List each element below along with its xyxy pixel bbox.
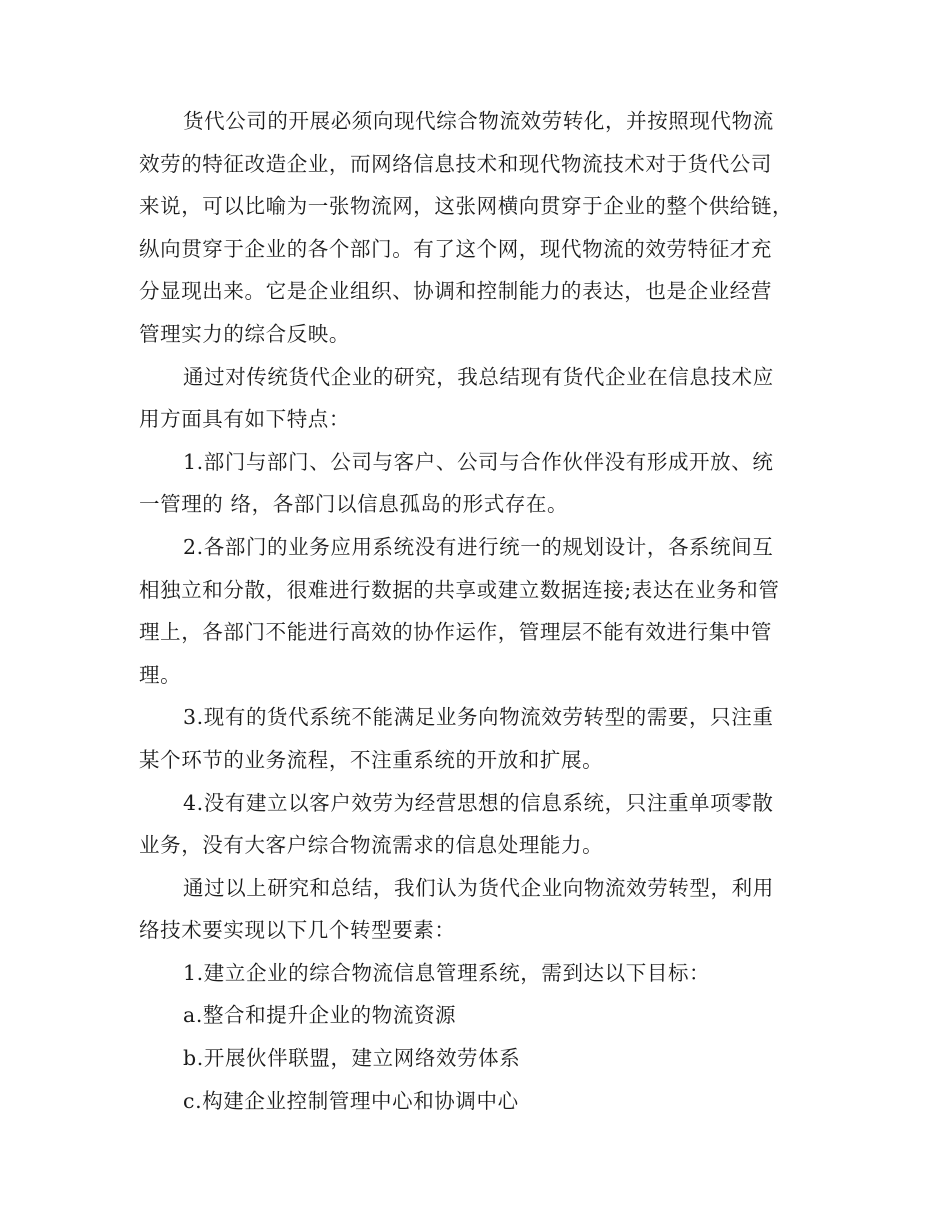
sub-list-item-line: a.整合和提升企业的物流资源 [183, 1003, 457, 1028]
text-line: 货代公司的开展必须向现代综合物流效劳转化，并按照现代物流 [183, 109, 774, 133]
text-line: 纵向贯穿于企业的各个部门。有了这个网，现代物流的效劳特征才充 [139, 236, 772, 261]
list-item-line: 1.部门与部门、公司与客户、公司与合作伙伴没有形成开放、统 [183, 449, 774, 474]
text-line: 一管理的 络，各部门以信息孤岛的形式存在。 [139, 492, 569, 517]
text-line: 业务，没有大客户综合物流需求的信息处理能力。 [139, 833, 604, 858]
text-line: 管理实力的综合反映。 [139, 321, 350, 346]
text-line: 理。 [139, 662, 182, 687]
text-line: 效劳的特征改造企业，而网络信息技术和现代物流技术对于货代公司 [139, 151, 772, 176]
text-line: 相独立和分散，很难进行数据的共享或建立数据连接;表达在业务和管 [139, 577, 780, 602]
list-item-line: 2.各部门的业务应用系统没有进行统一的规划设计，各系统间互 [183, 534, 774, 559]
list-item-line: 1.建立企业的综合物流信息管理系统，需到达以下目标： [183, 960, 711, 985]
list-item-line: 3.现有的货代系统不能满足业务向物流效劳转型的需要，只注重 [183, 705, 774, 730]
document-body [139, 100, 839, 1122]
text-line: 某个环节的业务流程，不注重系统的开放和扩展。 [139, 747, 604, 772]
list-item-line: 4.没有建立以客户效劳为经营思想的信息系统，只注重单项零散 [183, 790, 774, 815]
text-line: 通过对传统货代企业的研究，我总结现有货代企业在信息技术应 [183, 364, 774, 389]
text-line: 分显现出来。它是企业组织、协调和控制能力的表达，也是企业经营 [139, 279, 772, 304]
text-line: 来说，可以比喻为一张物流网，这张网横向贯穿于企业的整个供给链， [139, 194, 794, 219]
text-line: 通过以上研究和总结，我们认为货代企业向物流效劳转型，利用 [183, 875, 774, 900]
sub-list-item-line: b.开展伙伴联盟，建立网络效劳体系 [183, 1046, 521, 1071]
text-line: 理上，各部门不能进行高效的协作运作，管理层不能有效进行集中管 [139, 620, 772, 645]
sub-list-item-line: c.构建企业控制管理中心和协调中心 [183, 1088, 519, 1113]
text-line: 用方面具有如下特点： [139, 407, 350, 432]
text-line: 络技术要实现以下几个转型要素： [139, 918, 456, 943]
